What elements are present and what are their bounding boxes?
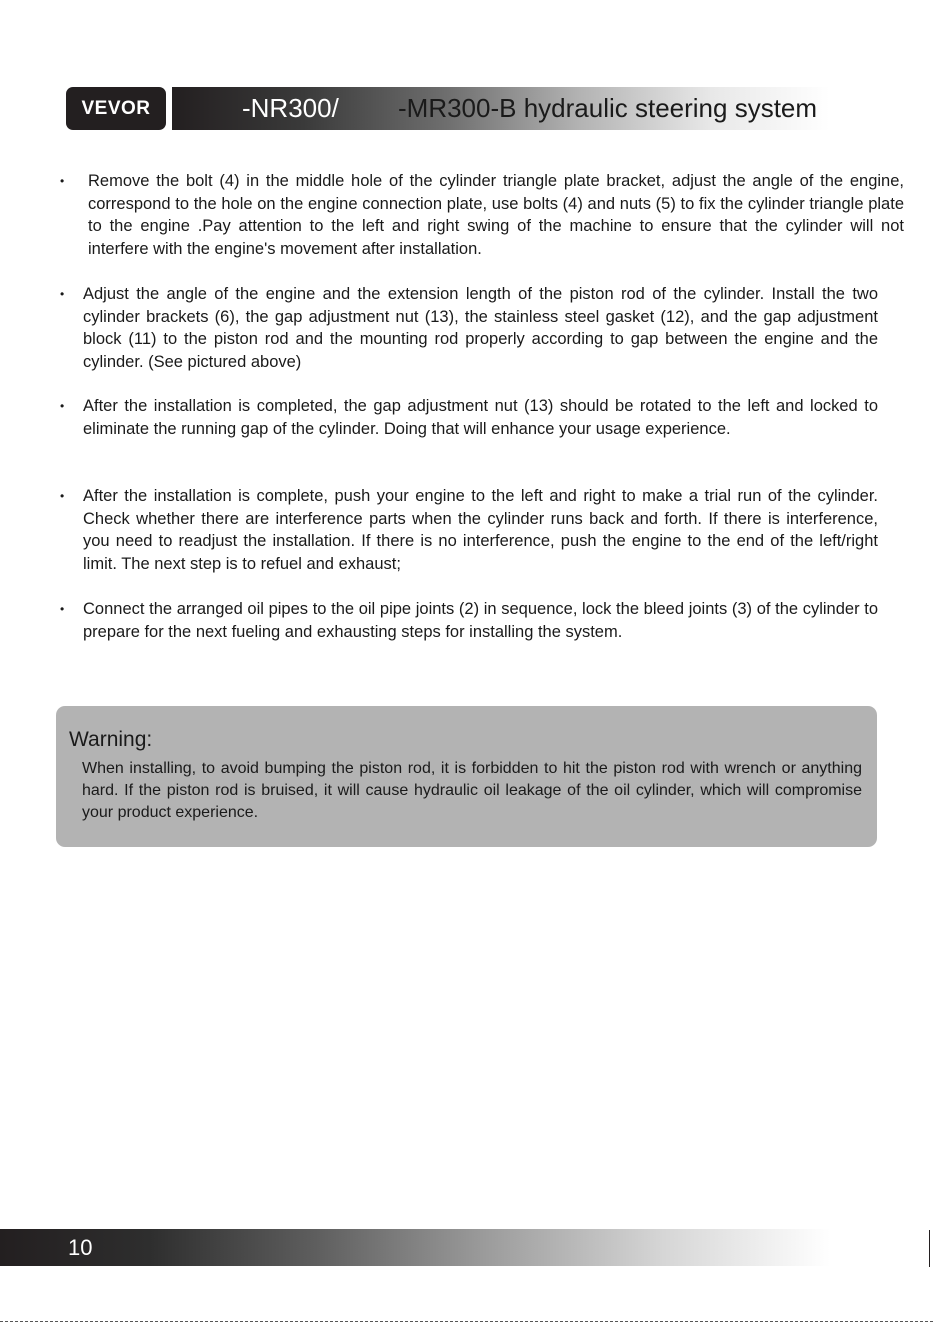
- instruction-step: [58, 170, 904, 260]
- instruction-text: Remove the bolt (4) in the middle hole of the cylinder triangle plate bracket, adjust the angle of the engine, correspond to the hole on the engine connection plate, use bolts (4) and nuts (5) to fix the cylinder triangle plate to the engine .Pay attention to the left and right swing of the machine to ensure that the cylinder will not interfere with the engine's movement after installation.: [88, 172, 904, 258]
- page-edge-divider: [0, 1321, 933, 1322]
- page-header: [172, 87, 830, 130]
- header-title-system: -MR300-B hydraulic steering system: [398, 93, 818, 123]
- page-number: 10: [68, 1235, 93, 1260]
- bullet-marker: •: [60, 489, 65, 503]
- page-footer: [0, 1229, 830, 1266]
- bullet-marker: •: [60, 287, 65, 301]
- instruction-text: After the installation is completed, the gap adjustment nut (13) should be rotated to the left and locked to eliminate the running gap of the cylinder. Doing that will enhance your usage experience.: [83, 397, 878, 438]
- instruction-step: [58, 395, 878, 440]
- warning-box: [56, 706, 877, 847]
- brand-logo-text: VEVOR: [81, 97, 151, 119]
- warning-heading: Warning:: [69, 728, 153, 751]
- bullet-marker: •: [60, 602, 65, 616]
- instruction-text: After the installation is complete, push your engine to the left and right to make a trial run of the cylinder. Check whether there are interference parts when the cylinder runs back and forth. If there is interference, you need to readjust the installation. If there is no interference, push the engine to the end of the left/right limit. The next step is to refuel and exhaust;: [83, 487, 878, 573]
- instruction-step: [58, 598, 878, 643]
- instruction-step: [58, 485, 878, 575]
- instruction-text: Adjust the angle of the engine and the extension length of the piston rod of the cylinder. Install the two cylinder brackets (6), the gap adjustment nut (13), the stainless steel gasket (12), and the gap adjustment block (11) to the piston rod and the mounting rod properly according to gap between the engine and the cylinder. (See pictured above): [83, 285, 878, 371]
- warning-text: When installing, to avoid bumping the piston rod, it is forbidden to hit the piston rod with wrench or anything hard. If the piston rod is bruised, it will cause hydraulic oil leakage of the oil cylinder, which will compromise your product experience.: [82, 760, 862, 821]
- bullet-marker: •: [60, 399, 65, 413]
- margin-rule: [929, 1230, 930, 1267]
- instruction-step: [58, 283, 878, 373]
- header-title-model: -NR300/: [242, 93, 339, 123]
- bullet-marker: •: [60, 174, 65, 188]
- instruction-text: Connect the arranged oil pipes to the oil pipe joints (2) in sequence, lock the bleed joints (3) of the cylinder to prepare for the next fueling and exhausting steps for installing the system.: [83, 600, 878, 641]
- brand-logo: [66, 87, 166, 130]
